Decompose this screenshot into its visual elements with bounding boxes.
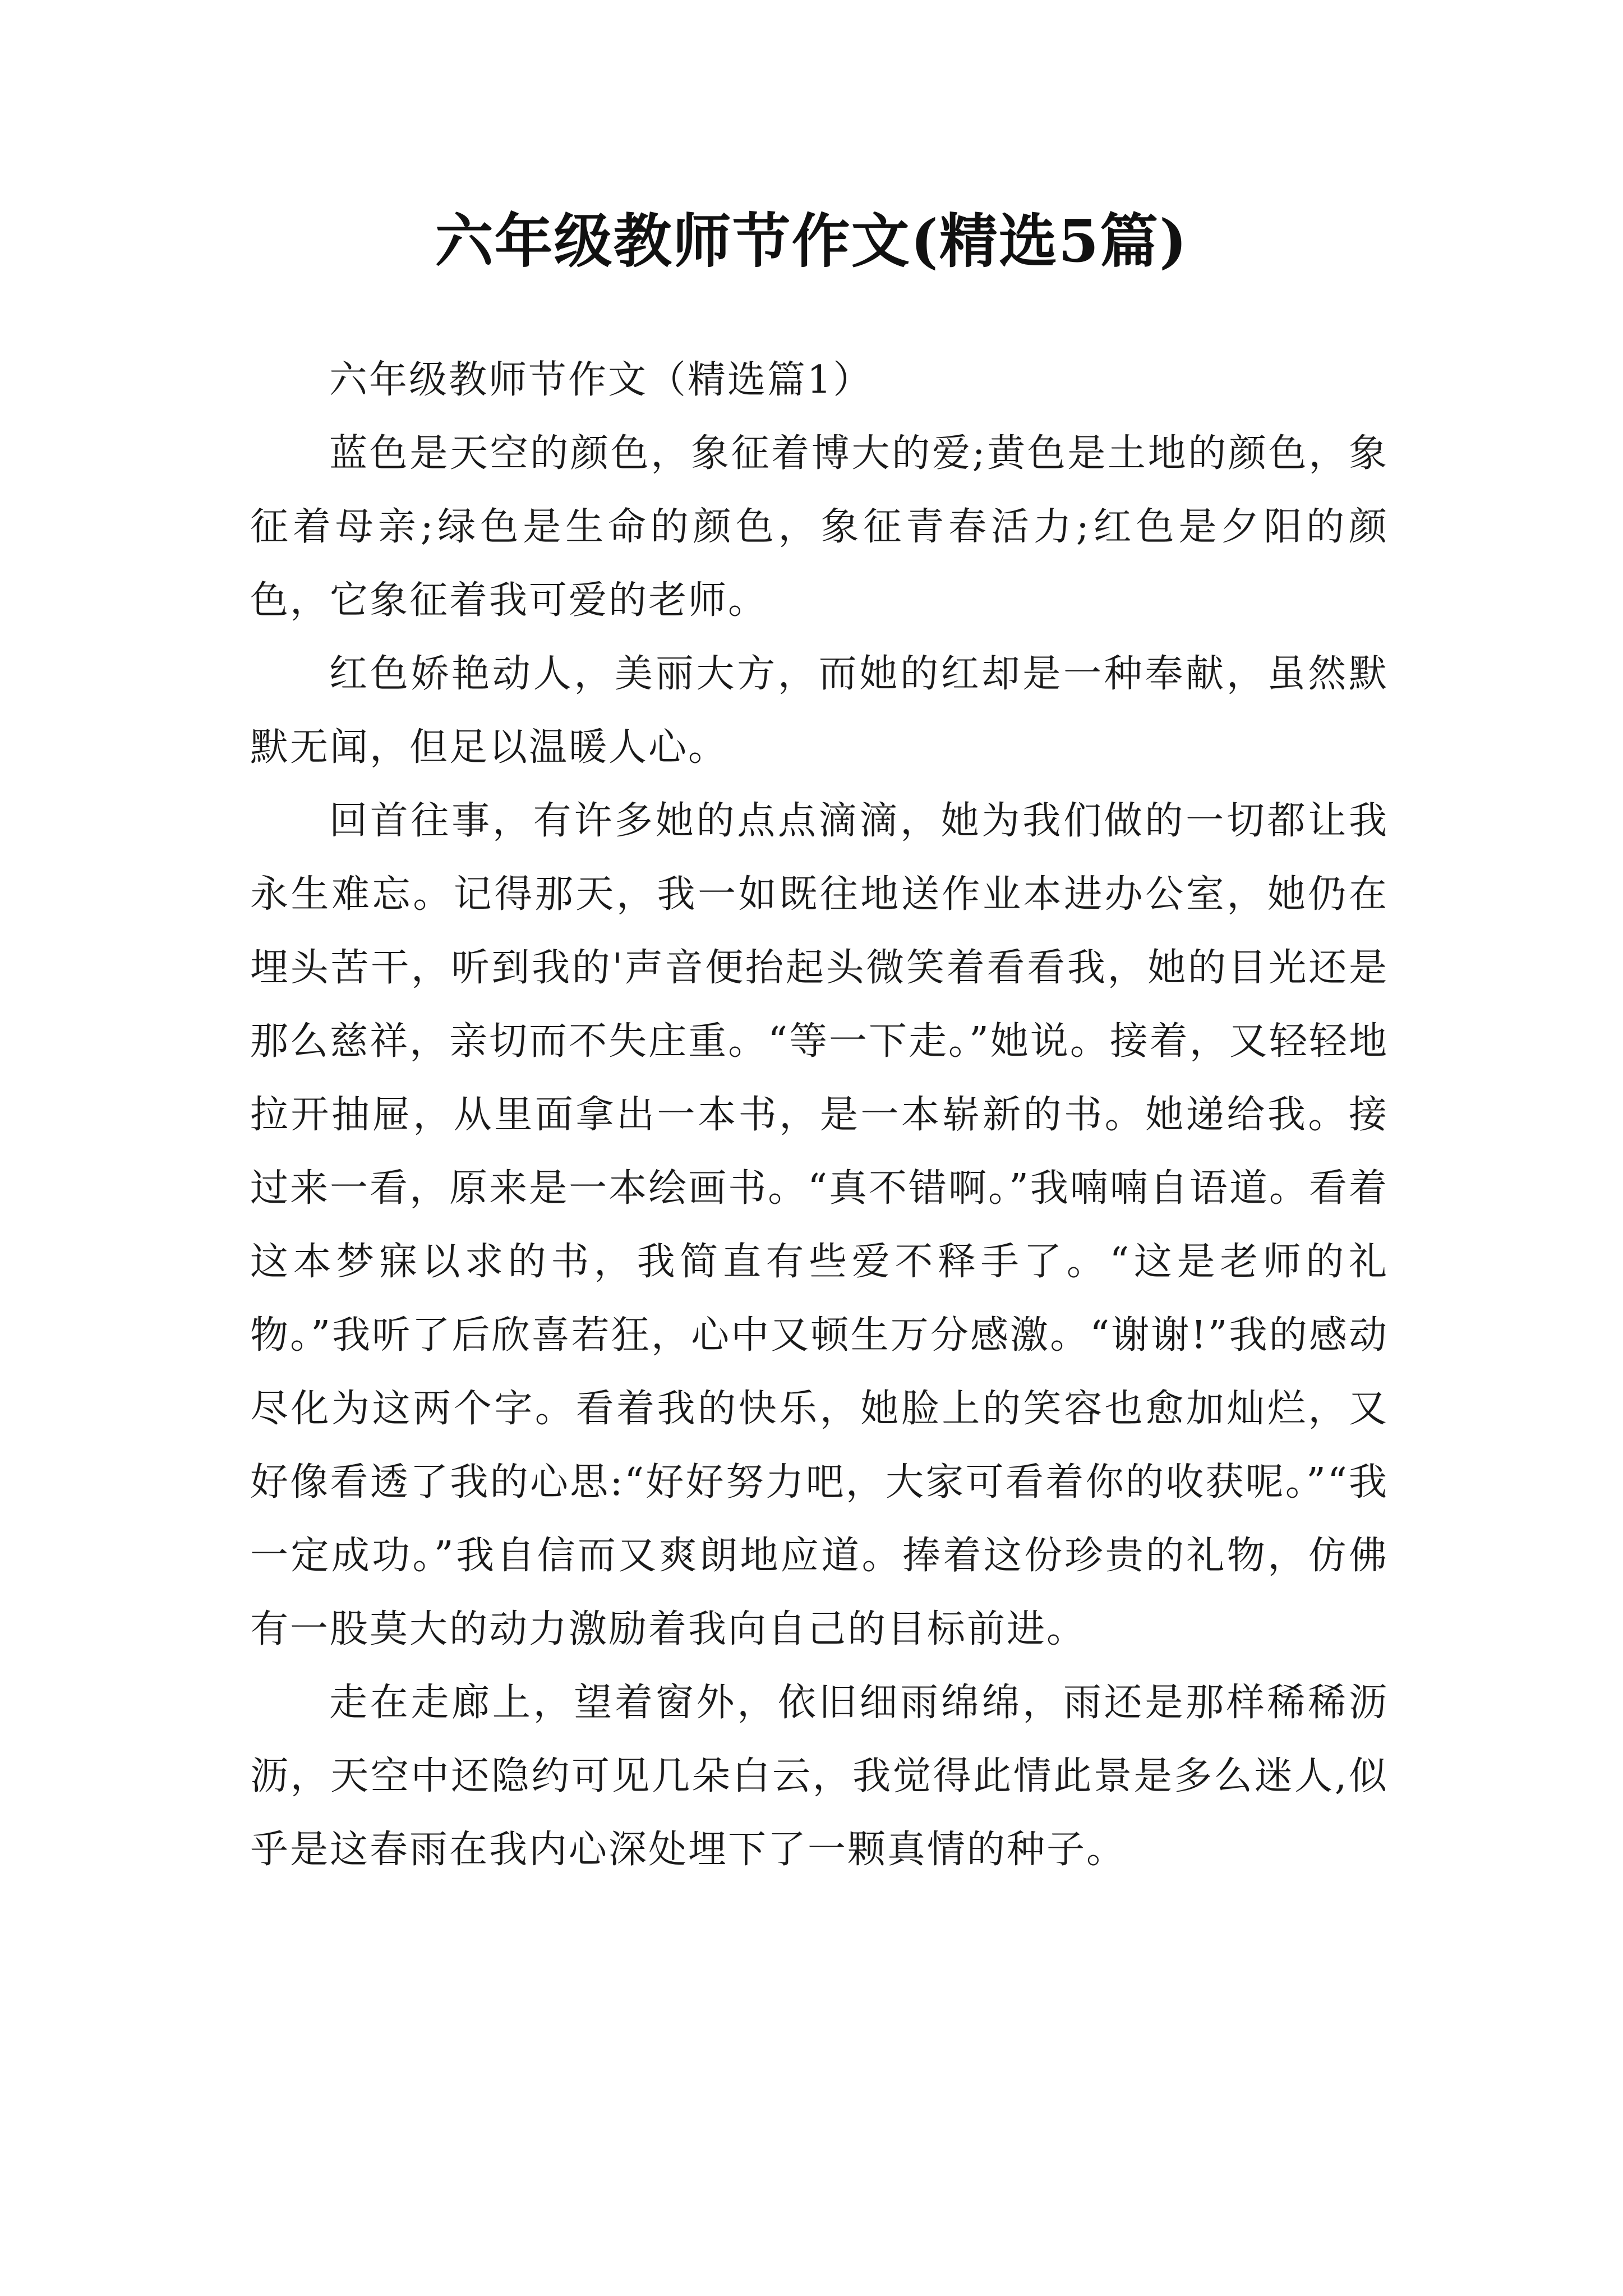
paragraph: 回首往事，有许多她的点点滴滴，她为我们做的一切都让我永生难忘。记得那天，我一如既往地送作业本进办公室，她仍在埋头苦干，听到我的'声音便抬起头微笑着看看我，她的目光还是那么慈祥，亲切而不失庄重。“等一下走。”她说。接着，又轻轻地拉开抽屉，从里面拿出一本书，是一本崭新的书。她递给我。接过来一看，原来是一本绘画书。“真不错啊。”我喃喃自语道。看着这本梦寐以求的书，我简直有些爱不释手了。“这是老师的礼物。”我听了后欣喜若狂，心中又顿生万分感激。“谢谢!”我的感动尽化为这两个字。看着我的快乐，她脸上的笑容也愈加灿烂，又好像看透了我的心思:“好好努力吧，大家可看着你的收获呢。”“我一定成功。”我自信而又爽朗地应道。捧着这份珍贵的礼物，仿佛有一股莫大的动力激励着我向自己的目标前进。: [250, 799, 1389, 1651]
document-body: [250, 343, 1389, 1887]
document-title: 六年级教师节作文(精选5篇): [435, 206, 1188, 275]
paragraph: 走在走廊上，望着窗外，依旧细雨绵绵，雨还是那样稀稀沥沥，天空中还隐约可见几朵白云，我觉得此情此景是多么迷人,似乎是这春雨在我内心深处埋下了一颗真情的种子。: [250, 1681, 1389, 1872]
paragraph: 红色娇艳动人，美丽大方，而她的红却是一种奉献，虽然默默无闻，但足以温暖人心。: [250, 652, 1389, 770]
paragraph: 蓝色是天空的颜色，象征着博大的爱;黄色是土地的颜色，象征着母亲;绿色是生命的颜色，象征青春活力;红色是夕阳的颜色，它象征着我可爱的老师。: [250, 431, 1389, 623]
section-heading: 六年级教师节作文（精选篇1）: [329, 358, 873, 402]
